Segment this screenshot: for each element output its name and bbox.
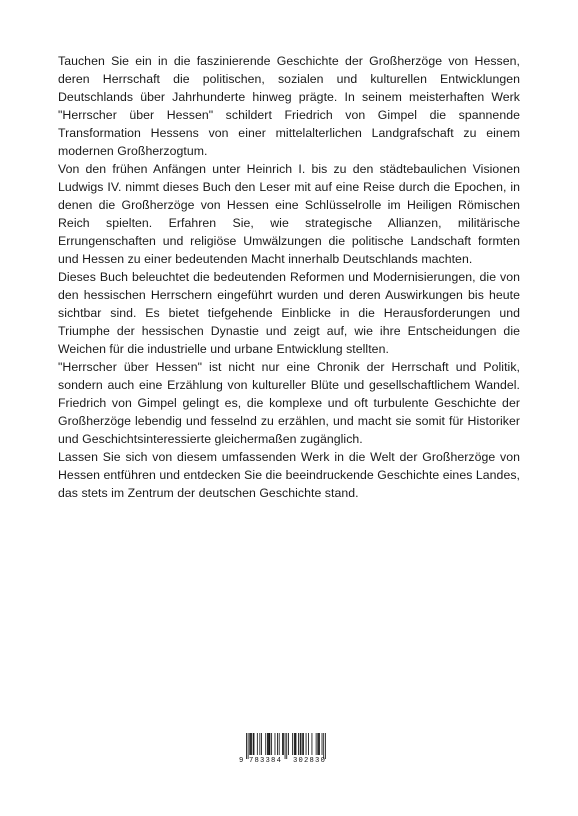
barcode-bar xyxy=(282,733,283,755)
blurb-paragraph-2: Von den frühen Anfängen unter Heinrich I. bis zu den städtebaulichen Visionen Ludwigs IV. nimmt dieses Buch den Leser mit auf eine Reise durch die Epochen, in denen die Großherzöge von Hessen eine Schlüsselrolle im Heiligen Römischen Reich spielten. Erfahren Sie, wie strategische Allianzen, militärische Errungenschaften und religiöse Umwälzungen die politische Landschaft formten und Hessen zu einer bedeutenden Macht innerhalb Deutschlands machten. xyxy=(58,162,520,266)
isbn-barcode xyxy=(239,733,333,767)
barcode-bar xyxy=(312,733,313,755)
barcode-bar xyxy=(292,733,293,755)
barcode-bar xyxy=(269,733,270,755)
barcode-bar xyxy=(277,733,278,755)
barcode-bar xyxy=(265,733,266,755)
barcode-bar xyxy=(261,733,262,755)
barcode-bar xyxy=(296,733,297,755)
blurb-text xyxy=(58,52,520,502)
barcode-bar xyxy=(301,733,302,755)
barcode-bar xyxy=(279,733,280,755)
barcode-bar xyxy=(322,733,323,755)
blurb-paragraph-5: Lassen Sie sich von diesem umfassenden Werk in die Welt der Großherzöge von Hessen entführen und entdecken Sie die beeindruckende Geschichte eines Landes, das stets im Zentrum der deutschen Geschichte stand. xyxy=(58,450,520,500)
barcode-bar xyxy=(250,733,251,755)
barcode-digits-right: 302830 xyxy=(293,757,327,765)
barcode-bar xyxy=(270,733,271,755)
barcode-bar xyxy=(316,733,317,755)
barcode-bar xyxy=(267,733,268,755)
barcode-number xyxy=(239,755,333,767)
barcode-bar xyxy=(259,733,260,755)
barcode-bar xyxy=(294,733,295,755)
barcode-bar xyxy=(271,733,272,755)
barcode-bar xyxy=(253,733,254,755)
barcode-bar xyxy=(249,733,250,755)
barcode-bar xyxy=(257,733,258,755)
barcode-digits-left: 783384 xyxy=(249,757,283,765)
barcode-bar xyxy=(302,733,303,755)
blurb-paragraph-3: Dieses Buch beleuchtet die bedeutenden Reformen und Modernisierungen, die von den hessischen Herrschern eingeführt wurden und deren Auswirkungen bis heute sichtbar sind. Es bietet tiefgehende Einblicke in die Herausforderungen und Triumphe der hessischen Dynastie und zeigt auf, wie ihre Entscheidungen die Weichen für die industrielle und urbane Entwicklung stellten. xyxy=(58,270,520,356)
blurb-paragraph-4: "Herrscher über Hessen" ist nicht nur eine Chronik der Herrschaft und Politik, sondern auch eine Erzählung von kultureller Blüte und gesellschaftlichem Wandel. Friedrich von Gimpel gelingt es, die komplexe und oft turbulente Geschichte der Großherzöge lebendig und fesselnd zu erzählen, und macht sie somit für Historiker und Geschichtsinteressierte gleichermaßen zugänglich. xyxy=(58,360,520,446)
barcode-bar xyxy=(275,733,276,755)
barcode-bar xyxy=(251,733,252,755)
barcode-digit-first: 9 xyxy=(239,757,244,765)
barcode-bar xyxy=(317,733,318,755)
barcode-bar xyxy=(254,733,255,755)
blurb-paragraph-1: Tauchen Sie ein in die faszinierende Geschichte der Großherzöge von Hessen, deren Herrschaft die politischen, sozialen und kulturellen Entwicklungen Deutschlands über Jahrhunderte hinweg prägte. In seinem meisterhaften Werk "Herrscher über Hessen" schildert Friedrich von Gimpel die spannende Transformation Hessens von einer mittelalterlichen Landgrafschaft zu einem modernen Großherzogtum. xyxy=(58,54,520,158)
barcode-bar xyxy=(268,733,269,755)
barcode-bar xyxy=(300,733,301,755)
barcode-bar xyxy=(319,733,320,755)
barcode-bar xyxy=(303,733,304,755)
barcode-bar xyxy=(308,733,309,755)
barcode-bar xyxy=(306,733,307,755)
barcode-bar xyxy=(298,733,299,755)
barcode-bar xyxy=(318,733,319,755)
barcode-bar xyxy=(288,733,289,755)
barcode-bar xyxy=(295,733,296,755)
barcode-bar xyxy=(283,733,284,755)
